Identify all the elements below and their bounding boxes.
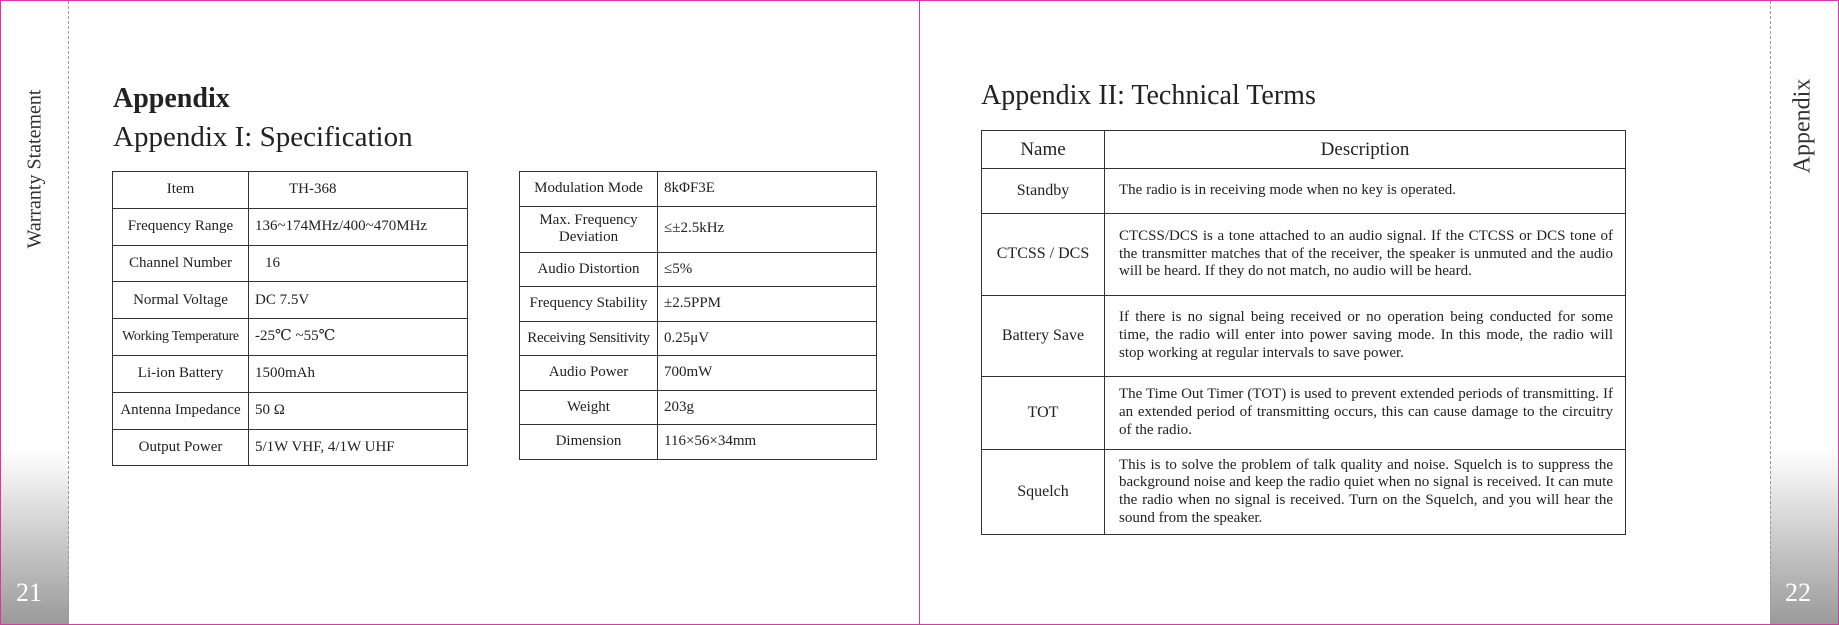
specification-heading: Appendix I: Specification xyxy=(113,121,413,153)
appendix-side-label: Appendix xyxy=(1789,78,1816,174)
spec-row xyxy=(520,206,877,252)
spec-name: Frequency Stability xyxy=(520,287,658,322)
spec-name: Max. Frequency Deviation xyxy=(520,206,658,252)
spec-name: Channel Number xyxy=(113,245,249,282)
spec-value: 16 xyxy=(249,245,468,282)
spec-name: Working Temperature xyxy=(113,319,249,356)
spec-value: ≤5% xyxy=(658,252,877,287)
page-number-left: 21 xyxy=(16,578,42,607)
spec-row xyxy=(113,392,468,429)
spec-name: Audio Power xyxy=(520,356,658,391)
spec-name: Modulation Mode xyxy=(520,172,658,207)
term-row xyxy=(982,450,1626,535)
spec-row xyxy=(520,390,877,425)
spec-row xyxy=(113,208,468,245)
spec-value: DC 7.5V xyxy=(249,282,468,319)
name-column-header: Name xyxy=(982,131,1105,169)
spec-name: Item xyxy=(113,172,249,209)
spec-row xyxy=(520,321,877,356)
spec-value: 5/1W VHF, 4/1W UHF xyxy=(249,429,468,466)
term-name: CTCSS / DCS xyxy=(982,214,1105,296)
spec-value: 50 Ω xyxy=(249,392,468,429)
spec-value: 0.25μV xyxy=(658,321,877,356)
spec-value: 203g xyxy=(658,390,877,425)
left-page xyxy=(0,0,919,625)
spec-name: Dimension xyxy=(520,425,658,460)
spec-value: TH-368 xyxy=(249,172,468,209)
spec-table-secondary xyxy=(519,171,877,460)
spec-row xyxy=(520,287,877,322)
spec-name: Normal Voltage xyxy=(113,282,249,319)
spec-name: Antenna Impedance xyxy=(113,392,249,429)
spec-name: Li-ion Battery xyxy=(113,355,249,392)
term-name: Standby xyxy=(982,169,1105,214)
left-sidebar-strip xyxy=(1,1,69,624)
spec-value: -25℃ ~55℃ xyxy=(249,319,468,356)
spec-value: 700mW xyxy=(658,356,877,391)
term-name: TOT xyxy=(982,377,1105,450)
term-description: If there is no signal being received or no operation being conducted for some time, the radio will enter into power saving mode. In this mode, the radio will stop working at regular intervals to save power. xyxy=(1105,296,1626,377)
terms-header-row xyxy=(982,131,1626,169)
spec-value: 136~174MHz/400~470MHz xyxy=(249,208,468,245)
spec-name: Audio Distortion xyxy=(520,252,658,287)
spec-row xyxy=(113,319,468,356)
spec-row xyxy=(113,282,468,319)
spec-row xyxy=(113,355,468,392)
spec-value: 1500mAh xyxy=(249,355,468,392)
right-sidebar-strip xyxy=(1770,1,1838,624)
right-page xyxy=(919,0,1839,625)
spec-row xyxy=(520,172,877,207)
spec-name: Weight xyxy=(520,390,658,425)
technical-terms-table xyxy=(981,130,1626,535)
spec-row xyxy=(520,252,877,287)
appendix-heading: Appendix xyxy=(113,83,230,114)
term-description: This is to solve the problem of talk quality and noise. Squelch is to suppress the background noise and keep the radio quiet when no signal is received. It can mute the radio when no signal is received. Turn on the Squelch, and you will hear the sound from the speaker. xyxy=(1105,450,1626,535)
spec-name: Output Power xyxy=(113,429,249,466)
spec-value: ±2.5PPM xyxy=(658,287,877,322)
spec-name: Receiving Sensitivity xyxy=(520,321,658,356)
spec-value: ≤±2.5kHz xyxy=(658,206,877,252)
spec-value: 116×56×34mm xyxy=(658,425,877,460)
spec-value: 8kΦF3E xyxy=(658,172,877,207)
spec-table-primary xyxy=(112,171,468,466)
term-name: Battery Save xyxy=(982,296,1105,377)
warranty-statement-label: Warranty Statement xyxy=(23,89,46,249)
term-description: The radio is in receiving mode when no key is operated. xyxy=(1105,169,1626,214)
term-row xyxy=(982,296,1626,377)
term-name: Squelch xyxy=(982,450,1105,535)
term-row xyxy=(982,169,1626,214)
spec-row xyxy=(113,429,468,466)
term-row xyxy=(982,214,1626,296)
term-description: The Time Out Timer (TOT) is used to prevent extended periods of transmitting. If an extended period of transmitting occurs, this can cause damage to the circuitry of the radio. xyxy=(1105,377,1626,450)
spec-row xyxy=(520,425,877,460)
technical-terms-heading: Appendix II: Technical Terms xyxy=(981,80,1316,111)
page-number-right: 22 xyxy=(1785,578,1811,607)
description-column-header: Description xyxy=(1105,131,1626,169)
spec-row xyxy=(113,245,468,282)
term-description: CTCSS/DCS is a tone attached to an audio signal. If the CTCSS or DCS tone of the transmitter matches that of the receiver, the speaker is unmuted and the audio will be heard. If they do not match, no audio will be heard. xyxy=(1105,214,1626,296)
spec-row xyxy=(113,172,468,209)
spec-row xyxy=(520,356,877,391)
spec-name: Frequency Range xyxy=(113,208,249,245)
term-row xyxy=(982,377,1626,450)
